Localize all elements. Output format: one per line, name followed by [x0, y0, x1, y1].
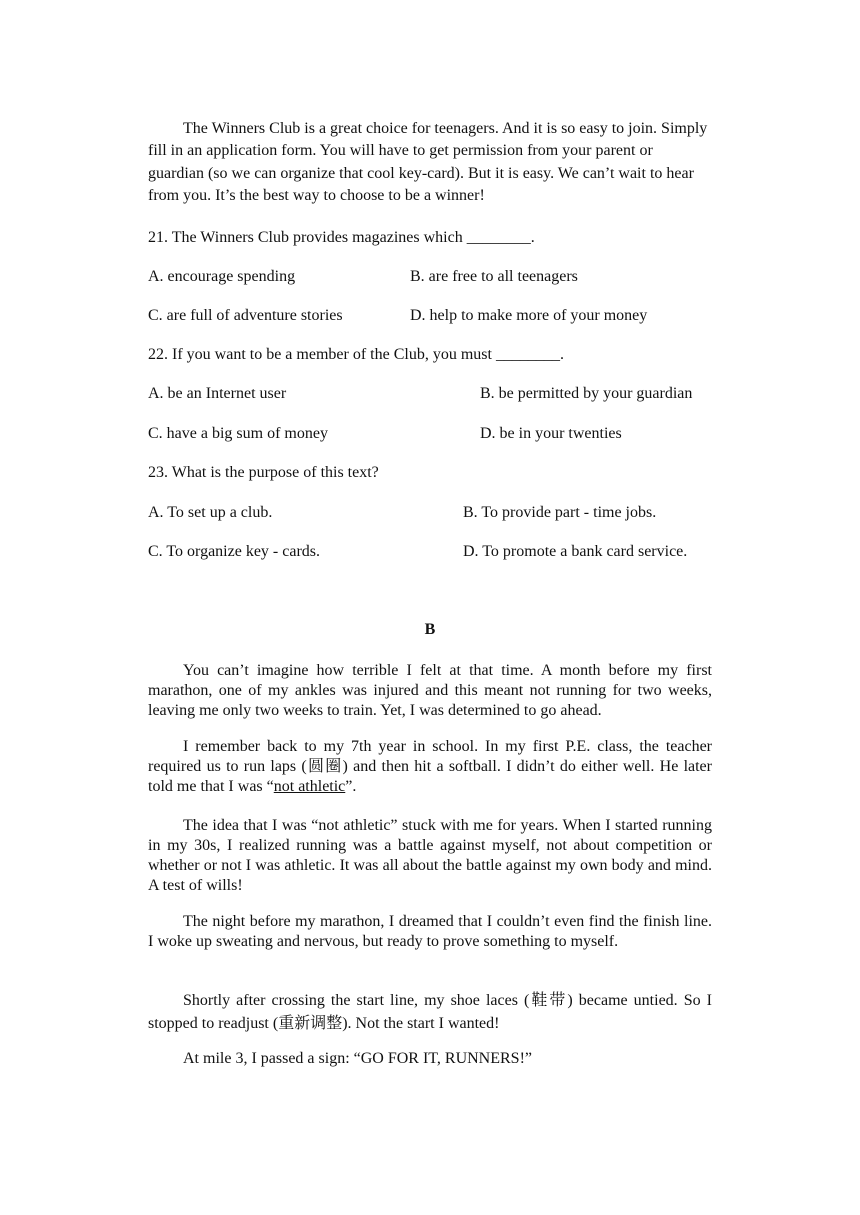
q22-option-a: A. be an Internet user [148, 385, 287, 402]
q21-option-c: C. are full of adventure stories [148, 307, 343, 324]
q23-option-d: D. To promote a bank card service. [463, 543, 688, 560]
q21-option-d: D. help to make more of your money [410, 307, 648, 324]
section-b-p6-block [148, 1049, 712, 1069]
section-b-paragraph-2 [148, 737, 712, 797]
section-b-paragraph-3: The idea that I was “not athletic” stuck with me for years. When I started running in my 30s, I realized running was a battle against myself, not about competition or whether or not I was athletic. It was all about the battle against my own body and mind. A test of wills! [148, 817, 712, 894]
question-23-stem: 23. What is the purpose of this text? [148, 464, 379, 481]
q21-option-a: A. encourage spending [148, 268, 296, 285]
section-b-paragraph-5: Shortly after crossing the start line, my shoe laces (鞋带) became untied. So I stopped to readjust (重新调整). Not the start I wanted! [148, 992, 712, 1032]
section-b-paragraph-6: At mile 3, I passed a sign: “GO FOR IT, RUNNERS!” [183, 1050, 532, 1067]
section-b-p1-block [148, 661, 712, 721]
q23-option-a: A. To set up a club. [148, 504, 273, 521]
intro-paragraph: The Winners Club is a great choice for teenagers. And it is so easy to join. Simply fill in an application form. You will have to get permission from your parent or guardian (so we can organize that cool key-card). But it is easy. We can’t wait to hear from you. It’s the best way to choose to be a winner! [148, 120, 708, 204]
q21-option-b: B. are free to all teenagers [410, 268, 578, 285]
intro-paragraph-block [148, 118, 712, 207]
p2-text-after: ”. [345, 778, 357, 795]
q23-option-c: C. To organize key - cards. [148, 543, 321, 560]
section-b-p3-block [148, 816, 712, 896]
section-b-p4-block [148, 912, 712, 952]
q22-option-d: D. be in your twenties [480, 425, 622, 442]
section-b-p2-block [148, 737, 712, 797]
question-21-stem: 21. The Winners Club provides magazines which ________. [148, 229, 535, 246]
q23-option-b: B. To provide part - time jobs. [463, 504, 657, 521]
question-22-stem: 22. If you want to be a member of the Club, you must ________. [148, 346, 564, 363]
q22-option-c: C. have a big sum of money [148, 425, 328, 442]
section-b-paragraph-4: The night before my marathon, I dreamed that I couldn’t even find the finish line. I woke up sweating and nervous, but ready to prove something to myself. [148, 913, 712, 950]
p2-text-before: I remember back to my 7th year in school. In my first P.E. class, the teacher required us to run laps (圆圈) and then hit a softball. I didn’t do either well. He later told me that I was “ [148, 738, 712, 795]
underlined-phrase: not athletic [273, 778, 346, 795]
q22-option-b: B. be permitted by your guardian [480, 385, 693, 402]
section-b-p5-block [148, 989, 712, 1035]
section-b-paragraph-1: You can’t imagine how terrible I felt at that time. A month before my first marathon, one of my ankles was injured and this meant not running for two weeks, leaving me only two weeks to train. Yet, I was determined to go ahead. [148, 662, 712, 719]
section-heading: B [424, 621, 436, 638]
